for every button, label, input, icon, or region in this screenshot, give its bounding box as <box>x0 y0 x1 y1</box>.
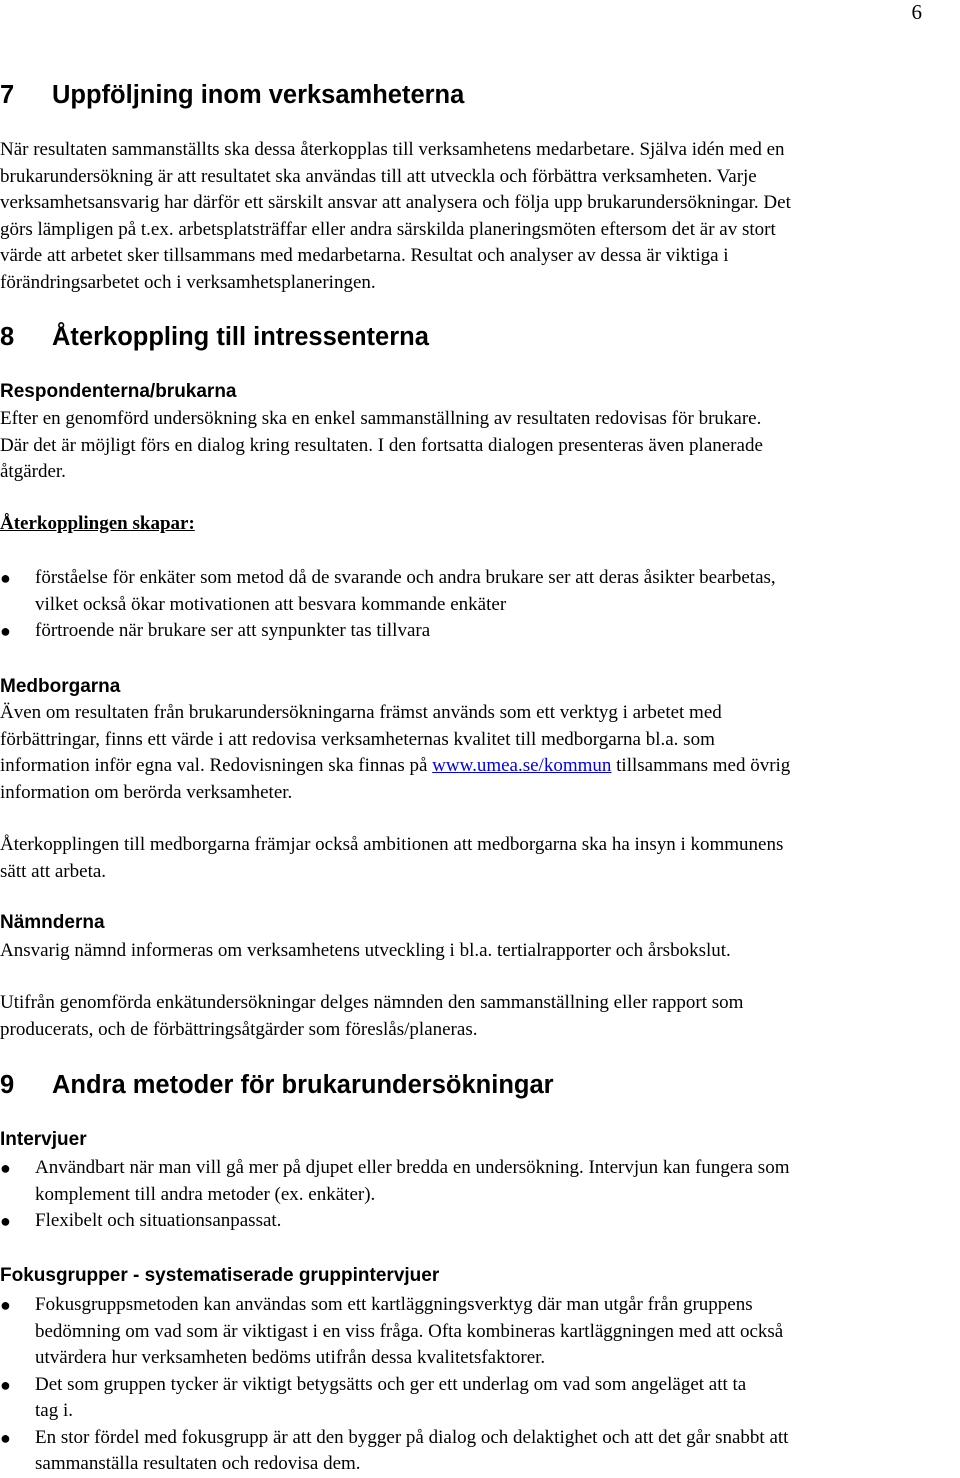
paragraph-line: producerats, och de förbättringsåtgärder som föreslås/planeras. <box>0 1018 478 1040</box>
paragraph-line: verksamhetsansvarig har därför ett särskilt ansvar att analysera och följa upp brukarundersökningar. Det <box>0 192 791 213</box>
list-item-line: bedömning om vad som är viktigast i en viss fråga. Ofta kombineras kartläggningen med att också <box>35 1320 784 1342</box>
committees-paragraph-2 <box>0 990 960 1043</box>
paragraph-line: Återkopplingen till medborgarna främjar också ambitionen att medborgarna ska ha insyn i kommunens <box>0 834 784 855</box>
section-7-heading <box>0 80 464 110</box>
list-item <box>0 1425 960 1478</box>
paragraph-line: förbättringar, finns ett värde i att redovisa verksamheternas kvalitet till medborgarna bl.a. som <box>0 728 715 750</box>
list-item-line: förståelse för enkäter som metod då de svarande och andra brukare ser att deras åsikter bearbetas, <box>35 567 776 588</box>
focus-groups-heading: Fokusgrupper - systematiserade gruppintervjuer <box>0 1265 440 1286</box>
bullet-icon: ● <box>0 1158 11 1178</box>
list-item-line: utvärdera hur verksamheten bedöms utifrån dessa kvalitetsfaktorer. <box>35 1347 546 1368</box>
section-7-title: Uppföljning inom verksamheterna <box>52 81 465 109</box>
list-item <box>0 1292 960 1372</box>
list-item-line: Fokusgruppsmetoden kan användas som ett kartläggningsverktyg där man utgår från gruppens <box>35 1294 753 1315</box>
paragraph-line: brukarundersökning är att resultatet ska användas till att utveckla och förbättra verksamheten. Varje <box>0 165 757 187</box>
paragraph-line: Efter en genomförd undersökning ska en enkel sammanställning av resultaten redovisas för brukare. <box>0 408 762 429</box>
paragraph-line <box>0 753 960 780</box>
bullet-icon: ● <box>0 1211 11 1231</box>
paragraph-line: Utifrån genomförda enkätundersökningar delges nämnden den sammanställning eller rapport som <box>0 992 744 1013</box>
list-item-line: En stor fördel med fokusgrupp är att den bygger på dialog och delaktighet och att det går snabbt att <box>35 1426 789 1448</box>
citizens-paragraph-2 <box>0 832 960 885</box>
paragraph-line: görs lämpligen på t.ex. arbetsplatsträffar eller andra särskilda planeringsmöten eftersom det är av stort <box>0 218 776 240</box>
text-run: information inför egna val. Redovisningen ska finnas på <box>0 755 433 776</box>
bullet-icon: ● <box>0 568 11 588</box>
section-8-heading <box>0 322 429 352</box>
focus-groups-bullet-list <box>0 1292 960 1478</box>
section-8-number: 8 <box>0 323 15 351</box>
list-item-line: komplement till andra metoder (ex. enkäter). <box>35 1183 376 1205</box>
committees-heading: Nämnderna <box>0 912 105 933</box>
citizens-paragraph <box>0 700 960 806</box>
paragraph-line: När resultaten sammanställts ska dessa återkopplas till verksamhetens medarbetare. Själva idén med en <box>0 139 785 160</box>
list-item-line: Det som gruppen tycker är viktigt betygsätts och ger ett underlag om vad som angeläget att ta <box>35 1373 747 1395</box>
list-item <box>0 1208 960 1235</box>
committees-paragraph <box>0 938 960 965</box>
umea-kommun-link[interactable]: www.umea.se/kommun <box>432 755 612 776</box>
feedback-bullet-list <box>0 565 960 645</box>
respondents-paragraph <box>0 406 960 486</box>
list-item-line: tag i. <box>35 1400 73 1421</box>
paragraph-line: Där det är möjligt förs en dialog kring resultaten. I den fortsatta dialogen presenteras även planerade <box>0 434 763 456</box>
list-item <box>0 1372 960 1425</box>
bullet-icon: ● <box>0 1427 11 1448</box>
respondents-heading: Respondenterna/brukarna <box>0 381 237 402</box>
list-item-line: vilket också ökar motivationen att besvara kommande enkäter <box>35 593 507 615</box>
interviews-bullet-list <box>0 1155 960 1235</box>
citizens-heading: Medborgarna <box>0 676 121 697</box>
paragraph-line: värde att arbetet sker tillsammans med medarbetarna. Resultat och analyser av dessa är viktiga i <box>0 245 729 266</box>
section-8-title: Återkoppling till intressenterna <box>52 323 429 351</box>
section-7-number: 7 <box>0 81 15 109</box>
section-7-paragraph <box>0 137 960 296</box>
bullet-icon: ● <box>0 1295 11 1315</box>
paragraph-line: åtgärder. <box>0 461 66 482</box>
section-9-heading <box>0 1070 554 1100</box>
text-run: tillsammans med övrig <box>611 755 791 776</box>
paragraph-line: förändringsarbetet och i verksamhetsplaneringen. <box>0 271 376 293</box>
list-item <box>0 618 960 645</box>
list-item-line: förtroende när brukare ser att synpunkter tas tillvara <box>35 620 431 641</box>
paragraph-line: information om berörda verksamheter. <box>0 781 293 803</box>
list-item-line: Flexibelt och situationsanpassat. <box>35 1210 282 1231</box>
section-9-title: Andra metoder för brukarundersökningar <box>52 1071 554 1099</box>
list-item-line: Användbart när man vill gå mer på djupet eller bredda en undersökning. Intervjun kan fungera som <box>35 1157 790 1178</box>
paragraph-line: Även om resultaten från brukarundersökningarna främst används som ett verktyg i arbetet med <box>0 702 722 723</box>
paragraph-line: sätt att arbeta. <box>0 860 107 882</box>
list-item <box>0 1155 960 1208</box>
page-number: 6 <box>911 0 922 24</box>
list-item <box>0 565 960 618</box>
feedback-creates-heading: Återkopplingen skapar: <box>0 513 195 534</box>
interviews-heading: Intervjuer <box>0 1129 87 1150</box>
bullet-icon: ● <box>0 1374 11 1395</box>
list-item-line: sammanställa resultaten och redovisa dem. <box>35 1453 361 1474</box>
section-9-number: 9 <box>0 1071 15 1099</box>
paragraph-line: Ansvarig nämnd informeras om verksamhetens utveckling i bl.a. tertialrapporter och årsbokslut. <box>0 940 731 961</box>
bullet-icon: ● <box>0 621 11 641</box>
